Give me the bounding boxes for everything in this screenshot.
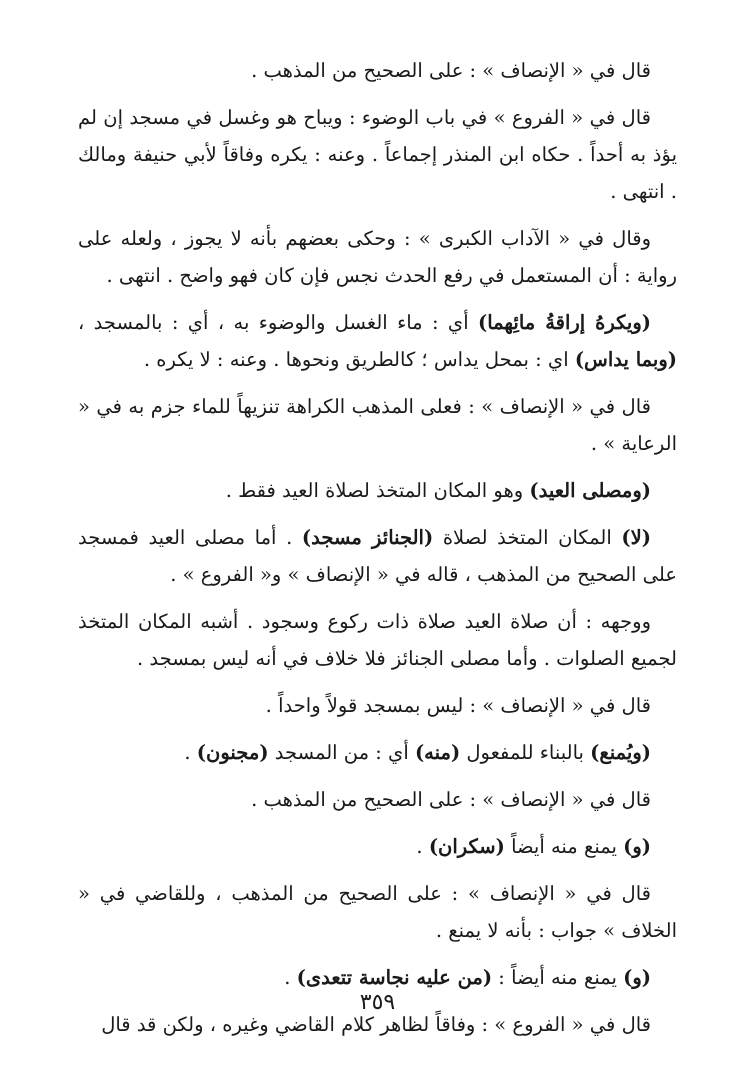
bold-text-run: (لا) bbox=[621, 526, 651, 549]
text-run: أي : ماء الغسل والوضوء به ، أي : بالمسجد ، bbox=[78, 311, 478, 334]
text-run: . أما مصلى العيد فمسجد على الصحيح من المذهب ، قاله في « الإنصاف » و« الفروع » . bbox=[78, 526, 677, 586]
text-run: . bbox=[184, 741, 197, 764]
paragraph bbox=[78, 99, 677, 210]
text-run: وهو المكان المتخذ لصلاة العيد فقط . bbox=[225, 479, 530, 502]
text-run: قال في « الإنصاف » : على الصحيح من المذهب . bbox=[251, 788, 651, 811]
paragraph bbox=[78, 875, 677, 949]
bold-text-run: (ومصلى العيد) bbox=[529, 479, 651, 502]
paragraph bbox=[78, 603, 677, 677]
bold-text-run: (الجنائز مسجد) bbox=[301, 526, 434, 549]
text-run: . bbox=[416, 835, 429, 858]
text-run: وقال في « الآداب الكبرى » : وحكى بعضهم بأنه لا يجوز ، ولعله على رواية : أن المستعمل في رفع الحدث نجس فإن كان فهو واضح . انتهى . bbox=[78, 227, 677, 287]
text-run: قال في « الإنصاف » : على الصحيح من المذهب ، وللقاضي في « الخلاف » جواب : بأنه لا يمنع . bbox=[78, 882, 677, 942]
bold-text-run: (منه) bbox=[414, 741, 461, 764]
paragraph bbox=[78, 52, 677, 89]
text-run: اي : بمحل يداس ؛ كالطريق ونحوها . وعنه : لا يكره . bbox=[143, 348, 575, 371]
bold-text-run: (ويُمنع) bbox=[590, 741, 651, 764]
text-run: قال في « الإنصاف » : فعلى المذهب الكراهة تنزيهاً للماء جزم به في « الرعاية » . bbox=[78, 395, 677, 455]
paragraph bbox=[78, 734, 677, 771]
bold-text-run: (سكران) bbox=[428, 835, 505, 858]
bold-text-run: (مجنون) bbox=[196, 741, 269, 764]
paragraph bbox=[78, 472, 677, 509]
bold-text-run: (و) bbox=[623, 835, 651, 858]
text-run: قال في « الفروع » : وفاقاً لظاهر كلام القاضي وغيره ، ولكن قد قال bbox=[101, 1013, 651, 1036]
text-run: بالبناء للمفعول bbox=[460, 741, 591, 764]
text-run: . bbox=[284, 966, 297, 989]
page-body bbox=[78, 52, 677, 1053]
bold-text-run: (و) bbox=[623, 966, 651, 989]
paragraph bbox=[78, 220, 677, 294]
paragraph bbox=[78, 519, 677, 593]
paragraph bbox=[78, 388, 677, 462]
paragraph bbox=[78, 781, 677, 818]
text-run: المكان المتخذ لصلاة bbox=[433, 526, 622, 549]
text-run: يمنع منه أيضاً bbox=[504, 835, 624, 858]
text-run: قال في « الفروع » في باب الوضوء : ويباح هو وغسل في مسجد إن لم يؤذ به أحداً . حكاه ابن المنذر إجماعاً . وعنه : يكره وفاقاً لأبي حنيفة ومالك . انتهى . bbox=[78, 106, 677, 203]
page-number: ٣٥٩ bbox=[359, 990, 396, 1015]
paragraph bbox=[78, 304, 677, 378]
text-run: قال في « الإنصاف » : على الصحيح من المذهب . bbox=[251, 59, 651, 82]
paragraph bbox=[78, 828, 677, 865]
bold-text-run: (وبما يداس) bbox=[574, 348, 677, 371]
bold-text-run: (من عليه نجاسة تتعدى) bbox=[296, 966, 493, 989]
bold-text-run: (ويكرهُ إراقةُ مائِهما) bbox=[477, 311, 651, 334]
text-run: أي : من المسجد bbox=[268, 741, 415, 764]
paragraph bbox=[78, 687, 677, 724]
text-run: يمنع منه أيضاً : bbox=[492, 966, 624, 989]
text-run: ووجهه : أن صلاة العيد صلاة ذات ركوع وسجود . أشبه المكان المتخذ لجميع الصلوات . وأما مصلى الجنائز فلا خلاف في أنه ليس بمسجد . bbox=[78, 610, 677, 670]
text-run: قال في « الإنصاف » : ليس بمسجد قولاً واحداً . bbox=[265, 694, 651, 717]
